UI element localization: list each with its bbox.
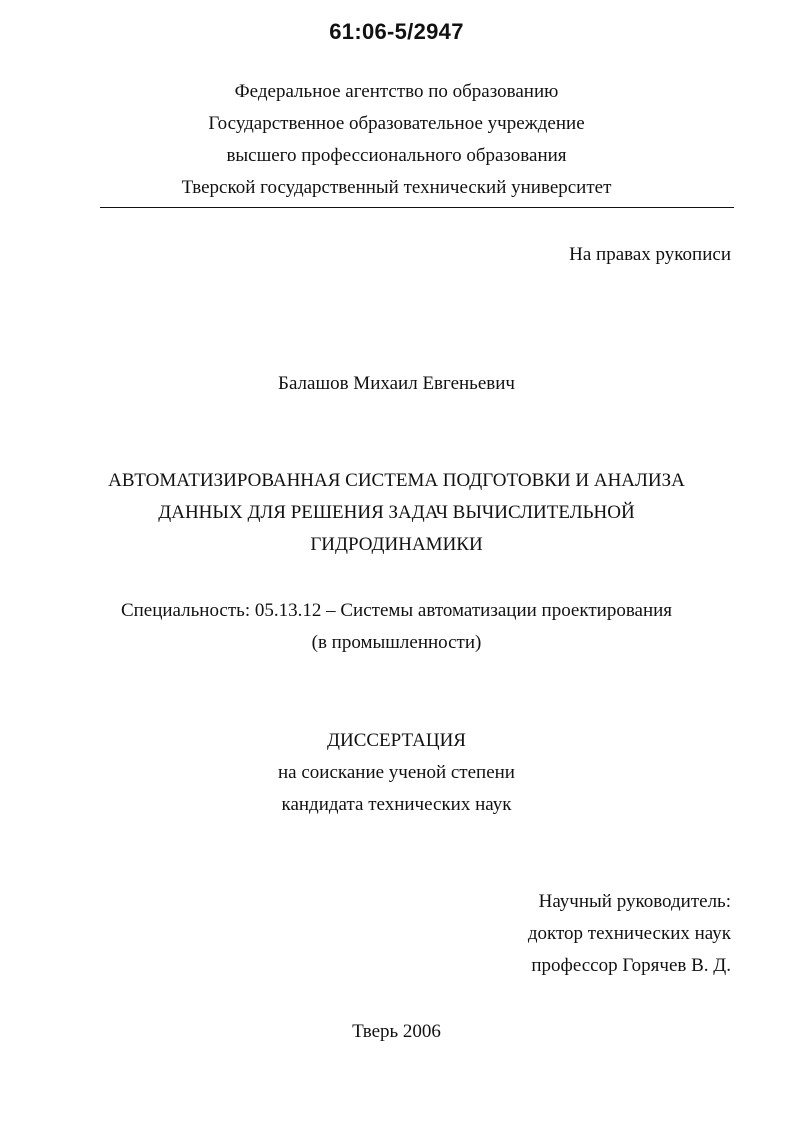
supervisor-label: Научный руководитель: [538, 891, 731, 912]
manuscript-rights-note: На правах рукописи [569, 244, 731, 265]
title-line-1: АВТОМАТИЗИРОВАННАЯ СИСТЕМА ПОДГОТОВКИ И АНАЛИЗА [108, 470, 685, 491]
archive-stamp-number: 61:06-5/2947 [329, 19, 464, 44]
organization-line-3: высшего профессионального образования [226, 145, 567, 166]
specialty-line-2: (в промышленности) [311, 632, 482, 653]
organization-line-1: Федеральное агентство по образованию [234, 81, 559, 102]
organization-line-2: Государственное образовательное учреждение [208, 113, 585, 134]
title-line-2: ДАННЫХ ДЛЯ РЕШЕНИЯ ЗАДАЧ ВЫЧИСЛИТЕЛЬНОЙ [158, 502, 635, 523]
work-type-heading: ДИССЕРТАЦИЯ [327, 730, 466, 751]
supervisor-name: профессор Горячев В. Д. [531, 955, 731, 976]
author-name: Балашов Михаил Евгеньевич [278, 373, 515, 394]
city-year: Тверь 2006 [352, 1021, 441, 1042]
organization-line-4: Тверской государственный технический университет [181, 177, 612, 198]
degree-line-1: на соискание ученой степени [278, 762, 515, 783]
degree-line-2: кандидата технических наук [281, 794, 512, 815]
header-divider [100, 207, 734, 208]
specialty-line-1: Специальность: 05.13.12 – Системы автоматизации проектирования [120, 600, 673, 621]
supervisor-degree: доктор технических наук [527, 923, 731, 944]
title-line-3: ГИДРОДИНАМИКИ [310, 534, 483, 555]
